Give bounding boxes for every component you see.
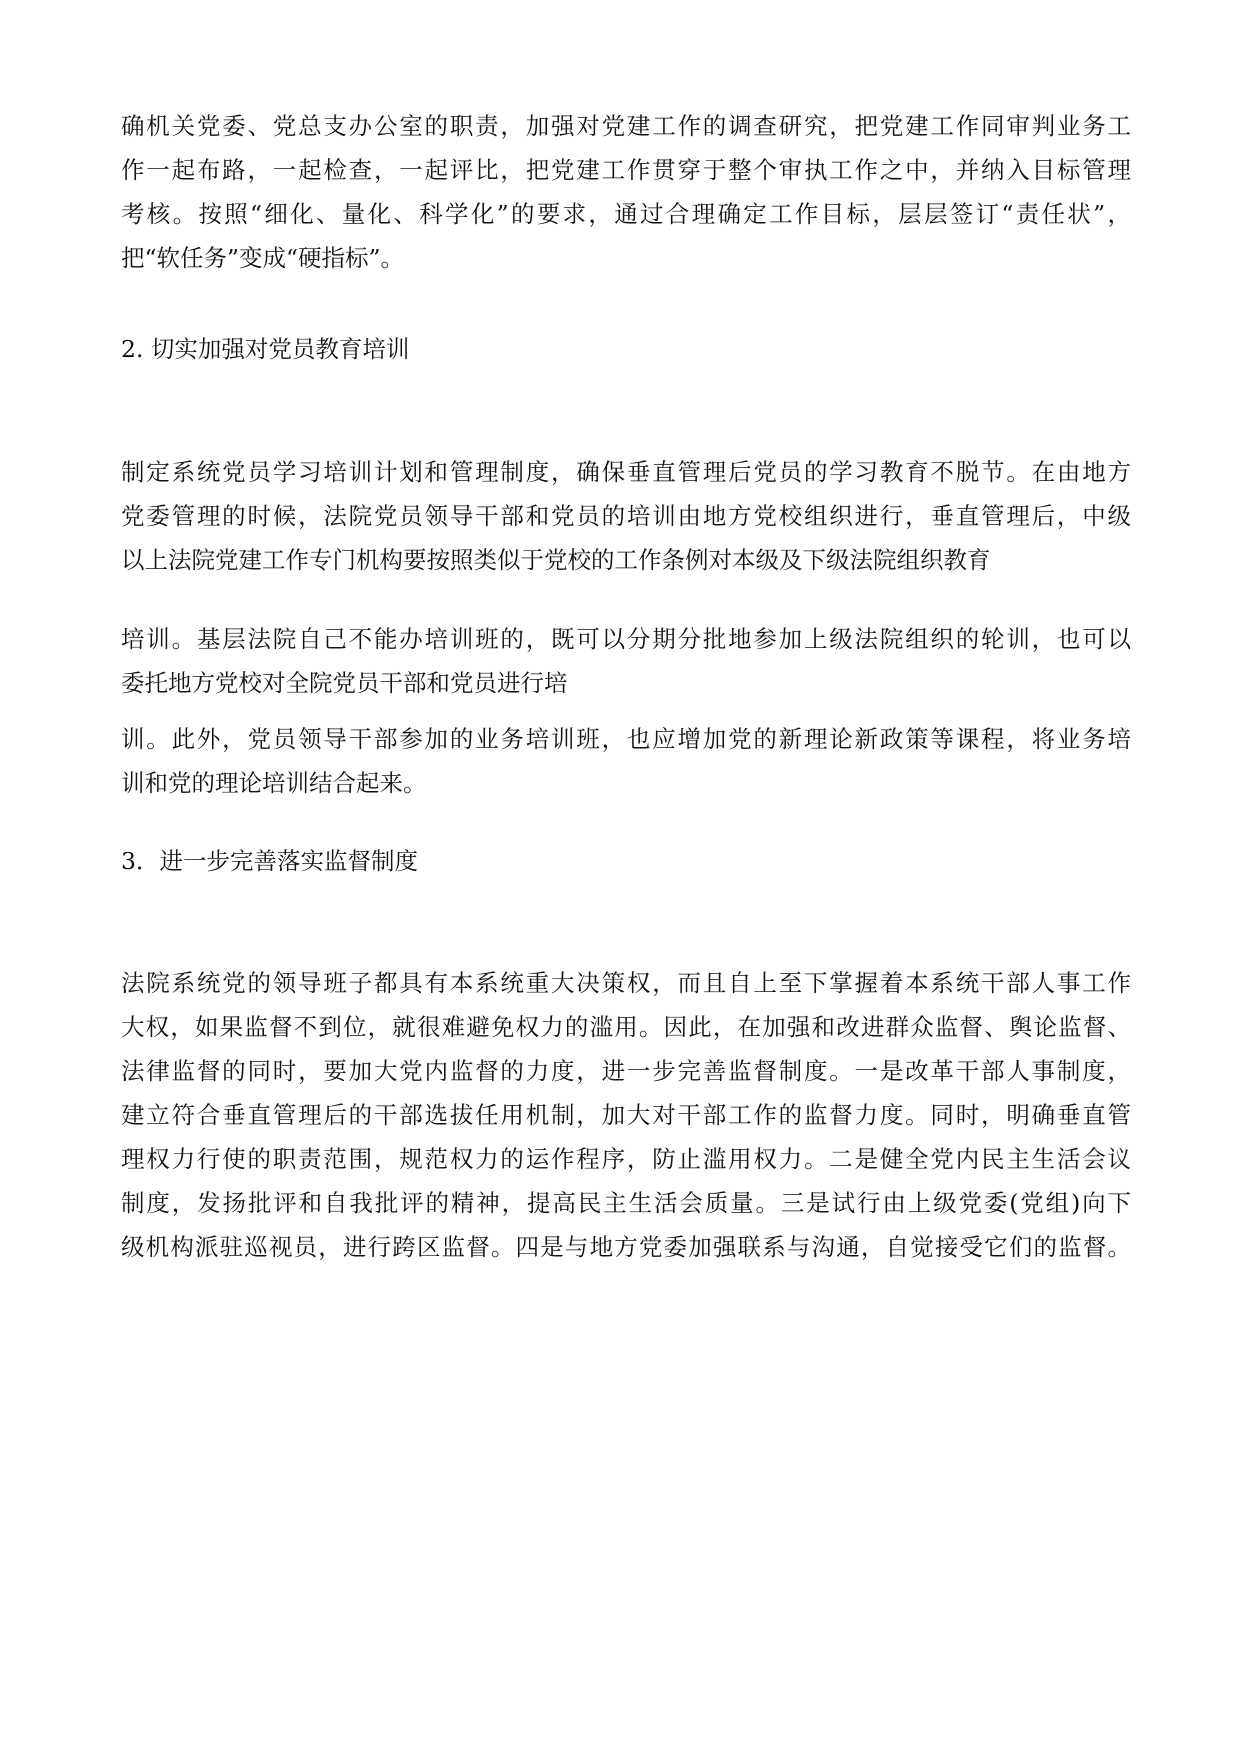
text-line: 法律监督的同时，要加大党内监督的力度，进一步完善监督制度。一是改革干部人事制度， [121,1057,1131,1085]
text-line: 训和党的理论培训结合起来。 [121,769,427,797]
paragraph-business-training [121,717,1131,805]
text-line: 委托地方党校对全院党员干部和党员进行培 [121,669,568,697]
text-line: 制度，发扬批评和自我批评的精神，提高民主生活会质量。三是试行由上级党委(党组)向下 [121,1189,1131,1217]
text-line: 把“软任务”变成“硬指标”。 [121,244,405,272]
paragraph-supervision [121,961,1131,1269]
text-line: 训。此外，党员领导干部参加的业务培训班，也应增加党的新理论新政策等课程，将业务培 [121,725,1131,753]
section-heading-2: 2. 切实加强对党员教育培训 [121,335,410,363]
paragraph-training-plan [121,450,1131,582]
text-line: 理权力行使的职责范围，规范权力的运作程序，防止滥用权力。二是健全党内民主生活会议 [121,1145,1131,1173]
text-line: 党委管理的时候，法院党员领导干部和党员的培训由地方党校组织进行，垂直管理后，中级 [121,502,1131,530]
text-line: 建立符合垂直管理后的干部选拔任用机制，加大对干部工作的监督力度。同时，明确垂直管 [121,1101,1131,1129]
text-line: 作一起布路，一起检查，一起评比，把党建工作贯穿于整个审执工作之中，并纳入目标管理 [121,156,1131,184]
text-line: 制定系统党员学习培训计划和管理制度，确保垂直管理后党员的学习教育不脱节。在由地方 [121,458,1131,486]
text-line: 考核。按照“细化、量化、科学化”的要求，通过合理确定工作目标，层层签订“责任状”， [121,200,1131,228]
text-line: 法院系统党的领导班子都具有本系统重大决策权，而且自上至下掌握着本系统干部人事工作 [121,969,1131,997]
text-line: 大权，如果监督不到位，就很难避免权力的滥用。因此，在加强和改进群众监督、舆论监督、 [121,1013,1131,1041]
text-line: 级机构派驻巡视员，进行跨区监督。四是与地方党委加强联系与沟通，自觉接受它们的监督。 [121,1233,1131,1261]
paragraph-committee-duties [121,104,1131,280]
paragraph-grassroots-training [121,617,1131,705]
text-line: 确机关党委、党总支办公室的职责，加强对党建工作的调查研究，把党建工作同审判业务工 [121,112,1131,140]
text-line: 以上法院党建工作专门机构要按照类似于党校的工作条例对本级及下级法院组织教育 [121,546,991,574]
text-line: 培训。基层法院自己不能办培训班的，既可以分期分批地参加上级法院组织的轮训，也可以 [121,625,1131,653]
section-heading-3: 3．进一步完善落实监督制度 [121,847,418,875]
